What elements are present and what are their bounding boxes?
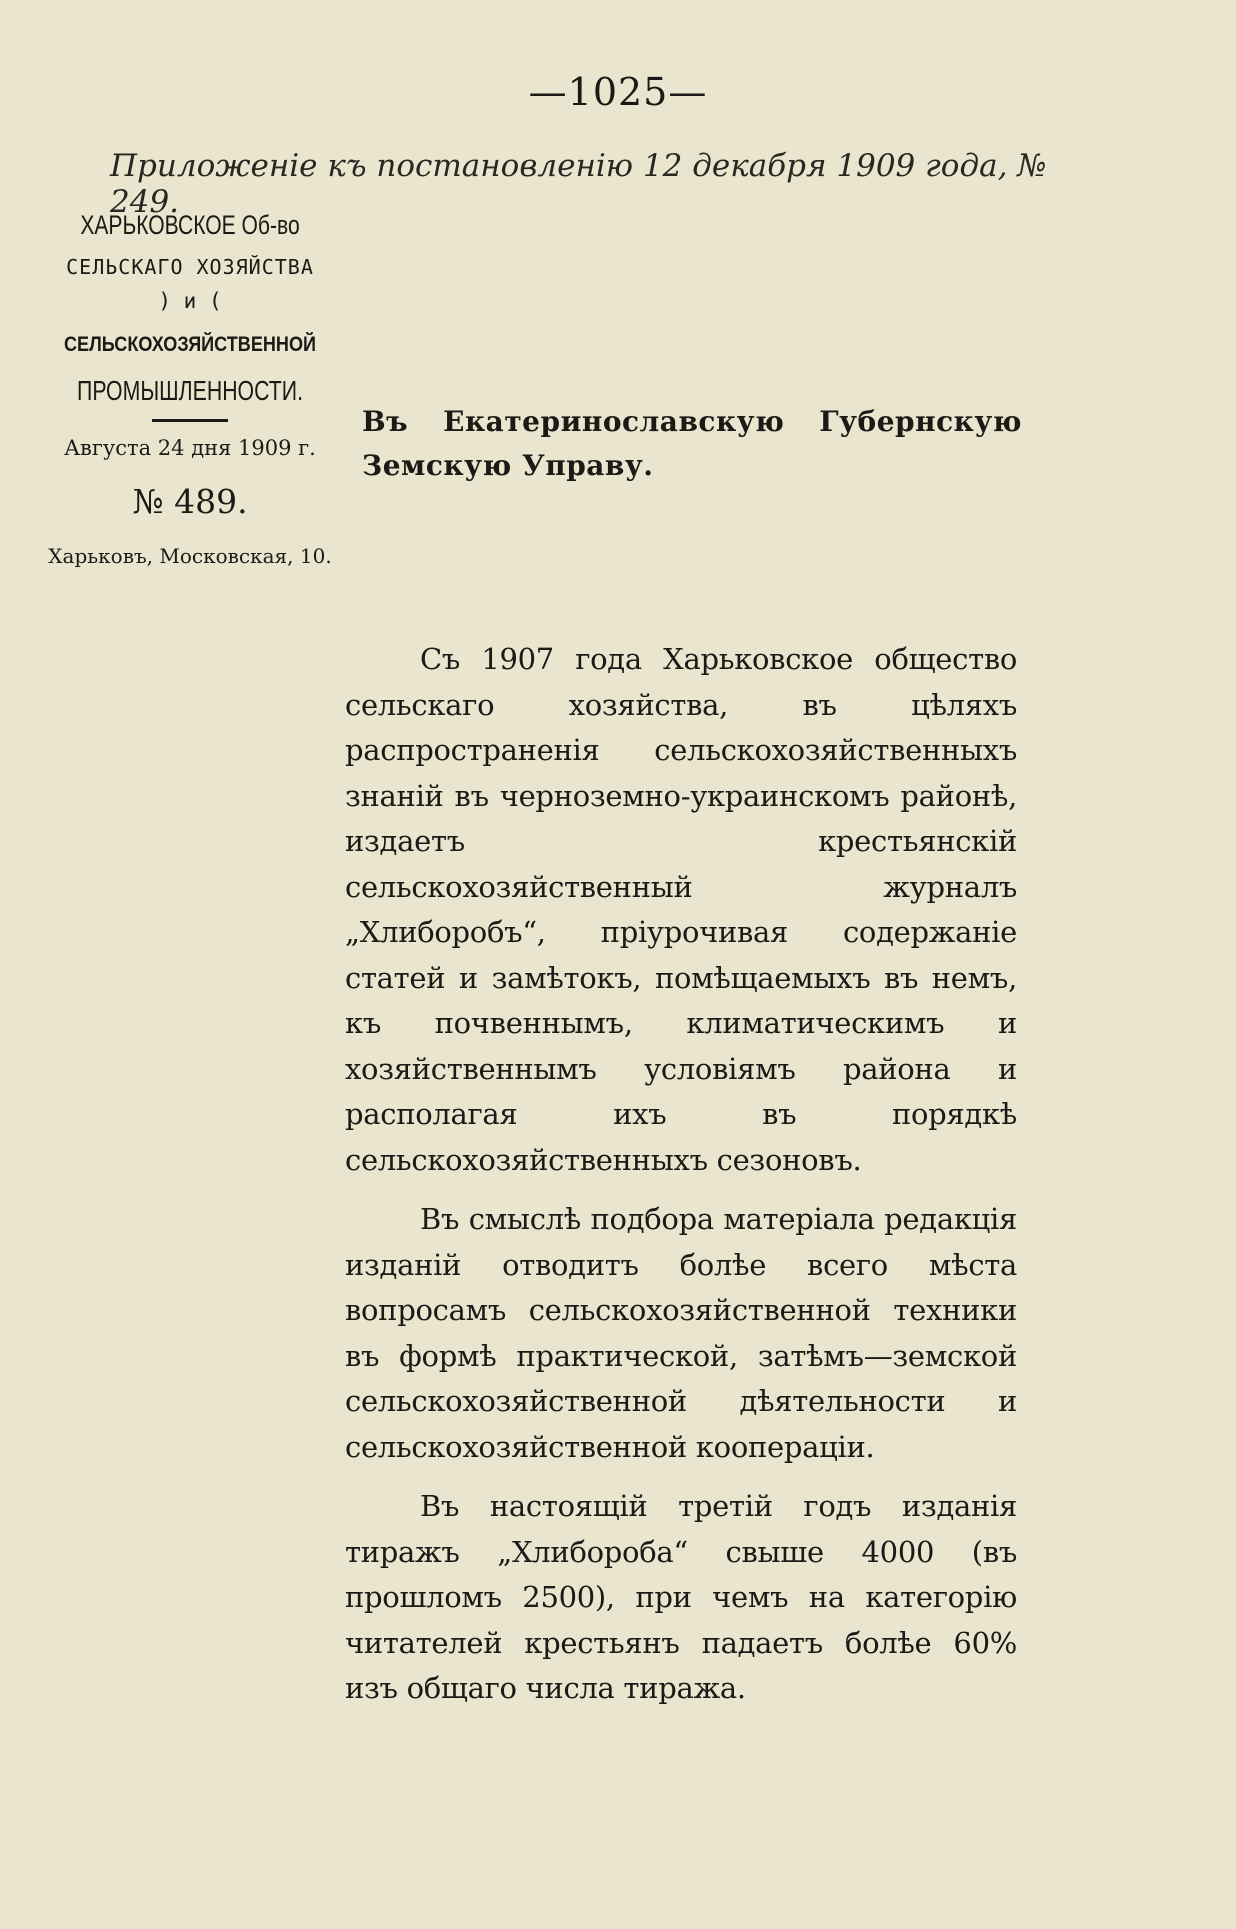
letter-body bbox=[345, 637, 1017, 1726]
sender-society-name: ХАРЬКОВСКОЕ Об-во bbox=[80, 210, 300, 240]
sender-industry-line: ПРОМЫШЛЕННОСТИ. bbox=[77, 375, 303, 406]
sender-conjunction: ) и ( bbox=[158, 289, 222, 313]
sender-letterhead bbox=[30, 212, 350, 566]
addressee-block bbox=[362, 400, 1022, 488]
paragraph-1: Съ 1907 года Харьковское общество сельскаго хозяйства, въ цѣляхъ распространенія сельскохозяйственныхъ знаній въ черноземно-украинскомъ районѣ, издаетъ крестьянскій сельскохозяйственный журналъ „Хлиборобъ“, пріурочивая содержаніе статей и замѣтокъ, помѣщаемыхъ въ немъ, къ почвеннымъ, климатическимъ и хозяйственнымъ условіямъ района и располагая ихъ въ порядкѣ сельскохозяйственныхъ сезоновъ. bbox=[345, 642, 1017, 1177]
addressee-line-1: Въ Екатеринославскую Губернскую bbox=[362, 405, 1022, 438]
sender-agriculture-line: СЕЛЬСКАГО ХОЗЯЙСТВА bbox=[66, 255, 314, 279]
addressee-line-2: Земскую Управу. bbox=[362, 449, 654, 482]
paragraph-3: Въ настоящій третій годъ изданія тиражъ „Хлибороба“ свыше 4000 (въ прошломъ 2500), при чемъ на категорію читателей крестьянъ падаетъ болѣе 60% изъ общаго числа тиража. bbox=[345, 1489, 1017, 1705]
page-number: —1025— bbox=[528, 70, 708, 114]
sender-address: Харьковъ, Московская, 10. bbox=[48, 544, 332, 568]
appendix-note: Приложеніе къ постановленію 12 декабря 1909 года, № 249. bbox=[110, 148, 1047, 220]
sender-agro-industry-line: СЕЛЬСКОХОЗЯЙСТВЕННОЙ bbox=[63, 333, 316, 356]
letter-date: Августа 24 дня 1909 г. bbox=[64, 436, 316, 460]
letter-number: № 489. bbox=[132, 482, 248, 521]
paragraph-2: Въ смыслѣ подбора матеріала редакція изданій отводитъ болѣе всего мѣста вопросамъ сельскохозяйственной техники въ формѣ практической, затѣмъ—земской сельскохозяйственной дѣятельности и сельскохозяйственной коопераціи. bbox=[345, 1202, 1017, 1464]
sender-divider bbox=[152, 419, 228, 422]
